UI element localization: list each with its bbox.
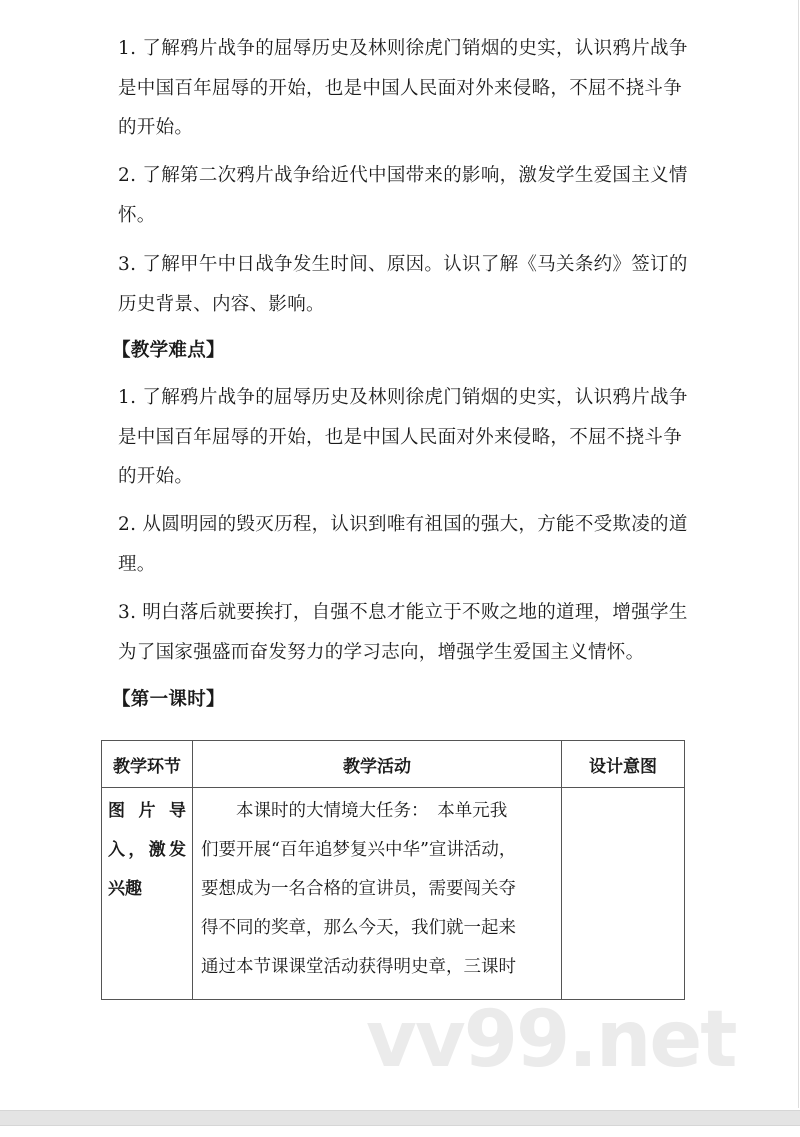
table-header-row xyxy=(102,741,685,788)
difficulty-line: 为了国家强盛而奋发努力的学习志向，增强学生爱国主义情怀。 xyxy=(118,642,645,663)
objective-line: 的开始。 xyxy=(118,117,194,138)
header-intent: 设计意图 xyxy=(562,741,685,788)
lesson-heading: 【第一课时】 xyxy=(112,689,225,710)
difficulty-line: 2. 从圆明园的毁灭历程，认识到唯有祖国的强大，方能不受欺凌的道 xyxy=(118,514,688,535)
intent-cell xyxy=(562,788,685,1000)
table-row xyxy=(102,788,685,1000)
objective-line: 3. 了解甲午中日战争发生时间、原因。认识了解《马关条约》签订的 xyxy=(118,254,688,275)
activity-line: 要想成为一名合格的宣讲员，需要闯关夺 xyxy=(201,879,516,899)
stage-cell xyxy=(102,788,193,1000)
stage-line: 图 片 导 xyxy=(108,801,186,821)
header-activity: 教学活动 xyxy=(193,741,562,788)
objective-line: 是中国百年屈辱的开始，也是中国人民面对外来侵略，不屈不挠斗争 xyxy=(118,78,683,99)
watermark: vv99.net xyxy=(366,995,736,1085)
stage-line: 兴趣 xyxy=(108,879,142,899)
difficulty-line: 是中国百年屈辱的开始，也是中国人民面对外来侵略，不屈不挠斗争 xyxy=(118,427,683,448)
difficulty-line: 的开始。 xyxy=(118,466,194,487)
lesson-table xyxy=(101,740,685,1000)
activity-line: 通过本节课课堂活动获得明史章，三课时 xyxy=(201,957,516,977)
difficulty-line: 理。 xyxy=(118,554,156,575)
activity-line: 本课时的大情境大任务： 本单元我 xyxy=(201,801,508,821)
activity-line: 得不同的奖章，那么今天，我们就一起来 xyxy=(201,918,516,938)
objective-line: 2. 了解第二次鸦片战争给近代中国带来的影响，激发学生爱国主义情 xyxy=(118,165,688,186)
objective-line: 历史背景、内容、影响。 xyxy=(118,294,325,315)
stage-line: 入，激发 xyxy=(108,840,186,860)
activity-cell xyxy=(193,788,562,1000)
activity-line: 们要开展“百年追梦复兴中华”宣讲活动， xyxy=(201,840,517,860)
difficulty-line: 1. 了解鸦片战争的屈辱历史及林则徐虎门销烟的史实，认识鸦片战争 xyxy=(118,387,688,408)
page-separator xyxy=(0,1110,800,1126)
objective-line: 怀。 xyxy=(118,205,156,226)
objective-line: 1. 了解鸦片战争的屈辱历史及林则徐虎门销烟的史实，认识鸦片战争 xyxy=(118,38,688,59)
difficulty-heading: 【教学难点】 xyxy=(112,340,225,361)
header-stage: 教学环节 xyxy=(102,741,193,788)
difficulty-line: 3. 明白落后就要挨打，自强不息才能立于不败之地的道理，增强学生 xyxy=(118,602,688,623)
